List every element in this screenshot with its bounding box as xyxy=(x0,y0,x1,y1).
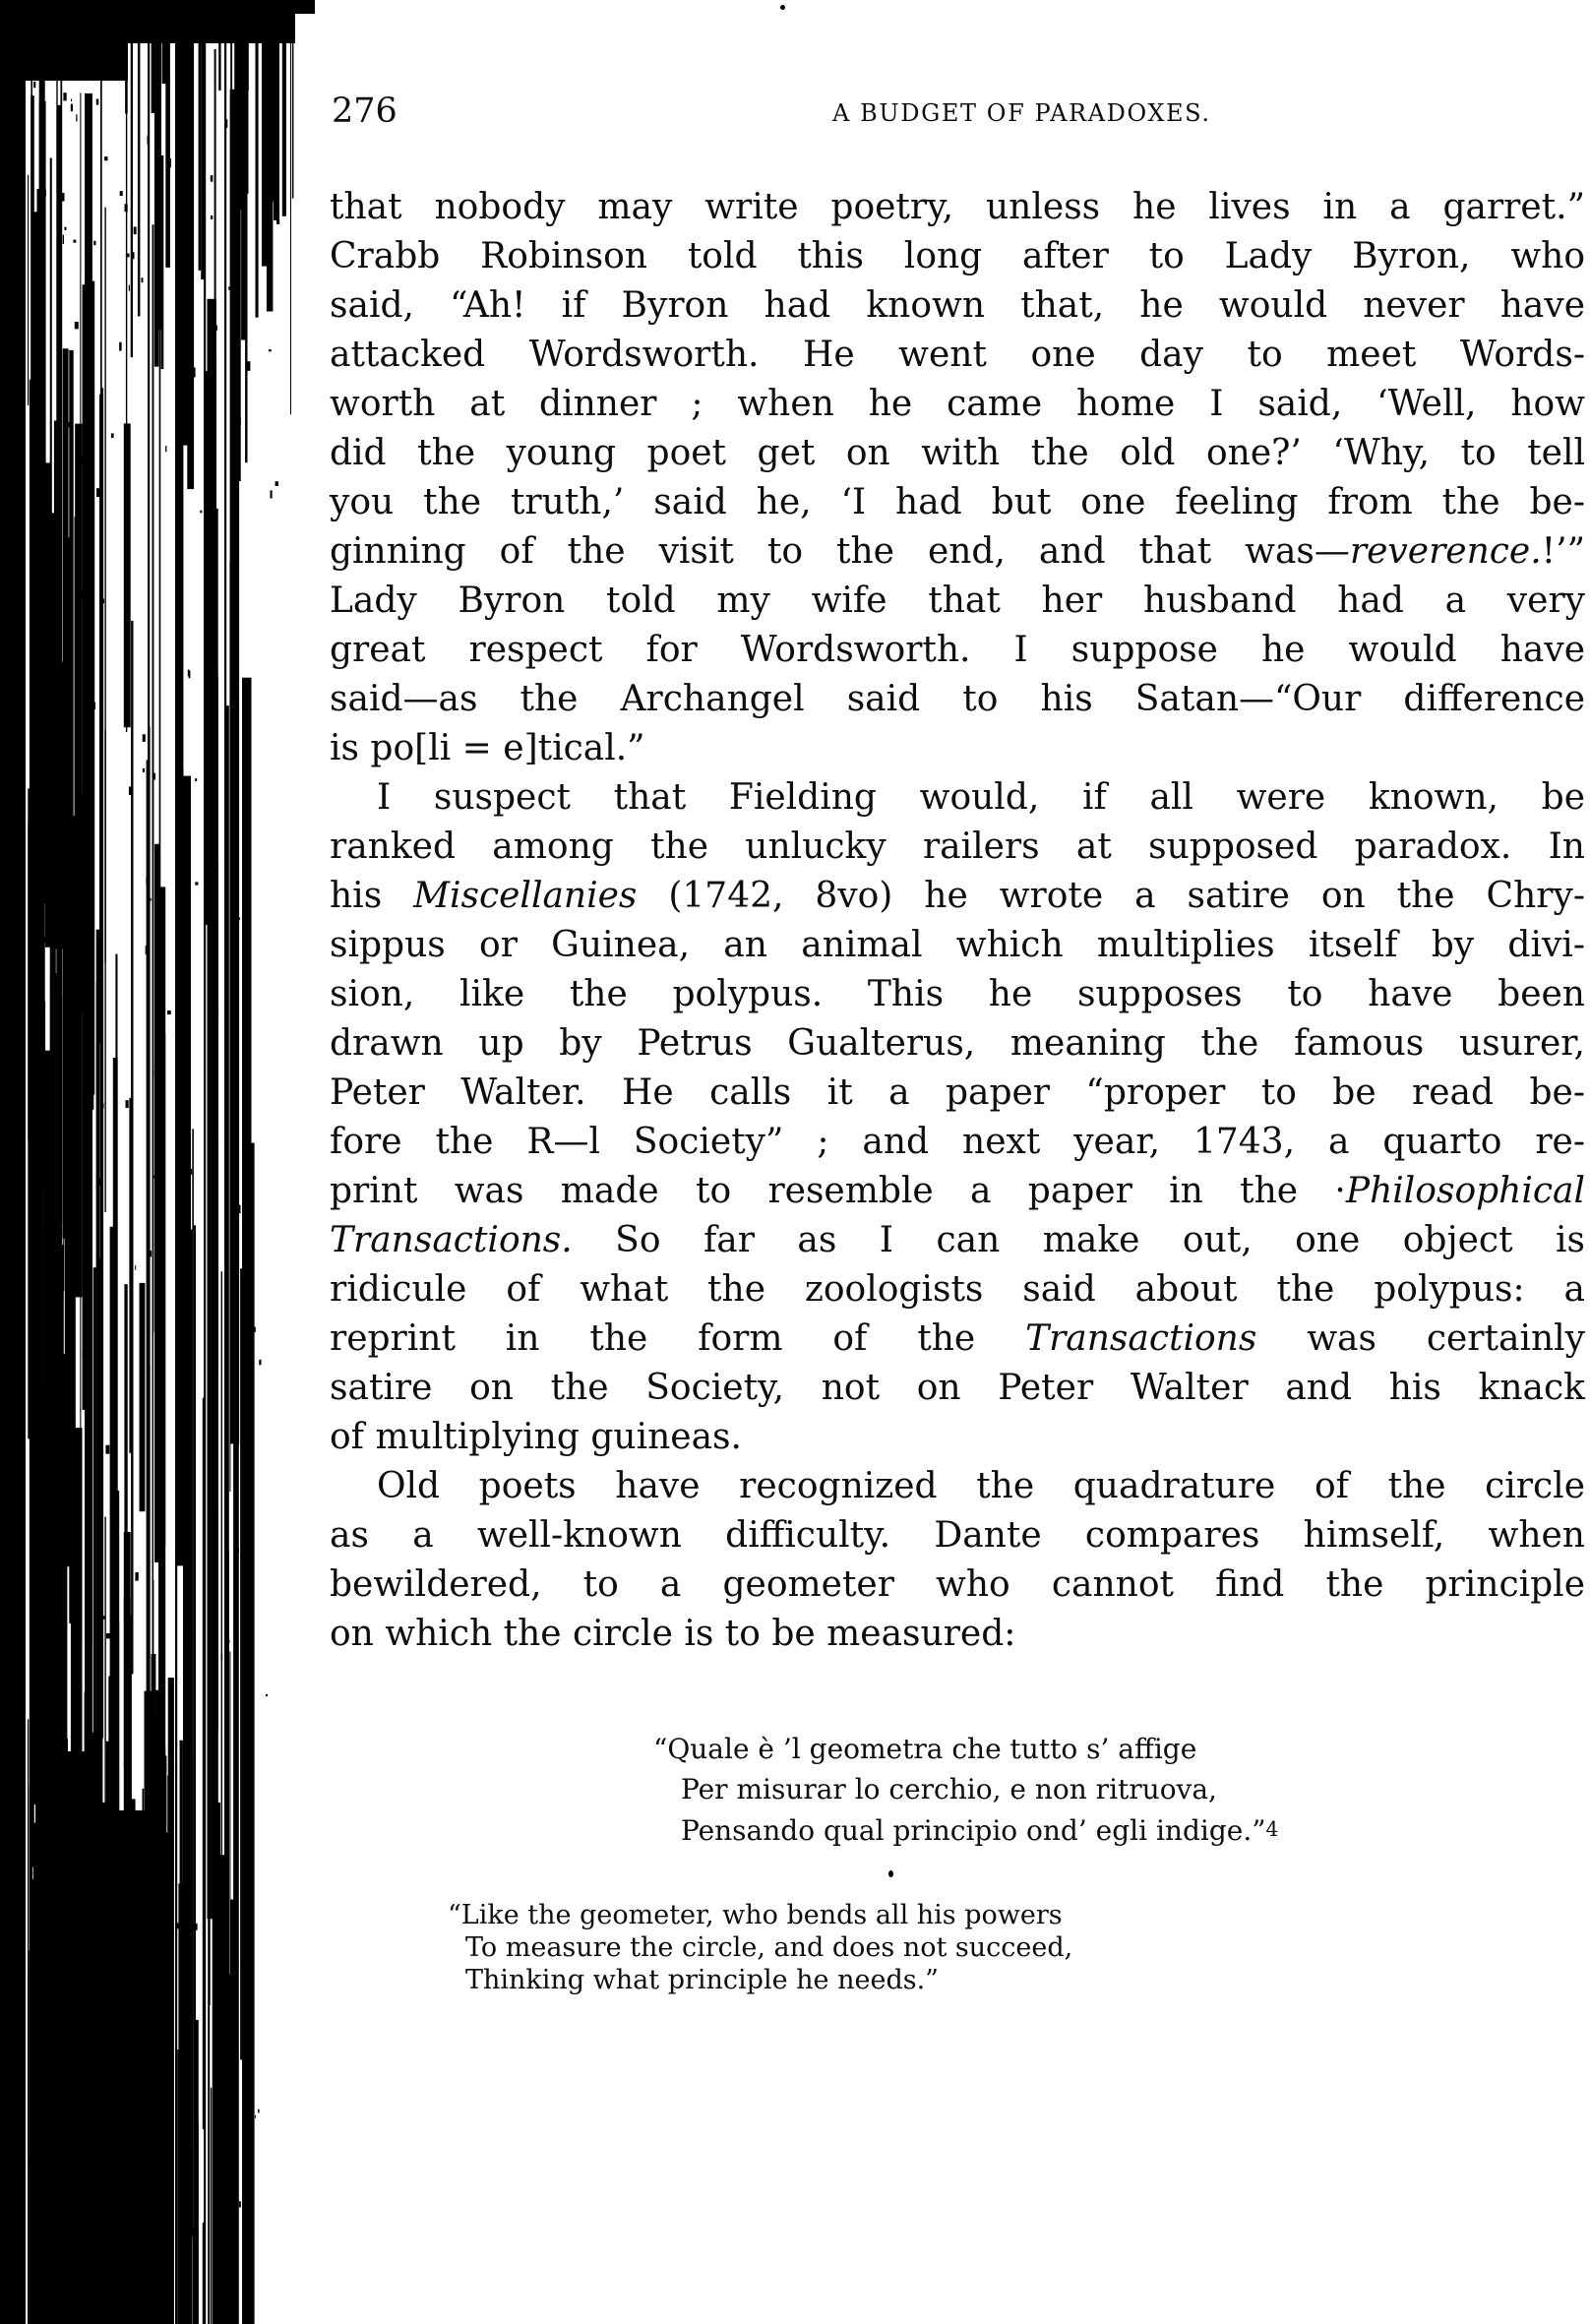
text-segment: !’” xyxy=(1541,531,1585,572)
text-line xyxy=(330,527,1585,577)
english-verse-translation xyxy=(448,1899,1072,1996)
text-line: ridicule of what the zoologists said about the polypus: a xyxy=(330,1269,1585,1310)
text-line: of multiplying guineas. xyxy=(330,1417,742,1457)
footnote-marker: 4 xyxy=(1265,1817,1279,1841)
book-binding-scan-artifact xyxy=(0,0,315,2324)
text-segment: was certainly xyxy=(1256,1318,1585,1359)
verse-line: “Like the geometer, who bends all his powers xyxy=(448,1900,1063,1930)
italic-text-segment: Transactions xyxy=(1025,1318,1257,1359)
italic-text-segment: Philosophical xyxy=(1345,1171,1585,1211)
text-line xyxy=(330,1216,1585,1265)
italian-verse-quotation xyxy=(653,1729,1278,1851)
text-line: sion, like the polypus. This he supposes to have been xyxy=(330,974,1585,1014)
text-segment: ginning of the visit to the end, and that was— xyxy=(330,531,1350,572)
text-line: sippus or Guinea, an animal which multiplies itself by divi- xyxy=(330,925,1585,965)
text-segment: So far as I can make out, one object is xyxy=(572,1220,1585,1260)
text-line: attacked Wordsworth. He went one day to meet Words- xyxy=(330,335,1585,375)
text-line: you the truth,’ said he, ‘I had but one feeling from the be- xyxy=(330,482,1585,522)
italic-text-segment: Miscellanies xyxy=(413,876,638,916)
running-title: A BUDGET OF PARADOXES. xyxy=(832,99,1211,127)
text-line: did the young poet get on with the old one?’ ‘Why, to tell xyxy=(330,433,1585,473)
text-line: great respect for Wordsworth. I suppose he would have xyxy=(330,630,1585,670)
text-line: ranked among the unlucky railers at supposed paradox. In xyxy=(330,826,1585,867)
page-number: 276 xyxy=(332,92,398,131)
text-line: Lady Byron told my wife that her husband had a very xyxy=(330,581,1585,621)
text-line: said—as the Archangel said to his Satan—“Our difference xyxy=(330,679,1585,719)
text-segment: print was made to resemble a paper in the · xyxy=(330,1171,1346,1211)
text-segment: reprint in the form of the xyxy=(330,1318,1026,1359)
verse-line: Pensando qual principio ond’ egli indige.”$^4$ xyxy=(681,1814,1279,1847)
scan-speck xyxy=(888,1870,893,1877)
italic-text-segment: reverence. xyxy=(1349,531,1542,572)
body-text xyxy=(330,183,1585,1659)
text-segment: (1742, 8vo) he wrote a satire on the Chry- xyxy=(637,876,1585,916)
text-line: fore the R—l Society” ; and next year, 1743, a quarto re- xyxy=(330,1122,1585,1162)
text-line: as a well-known difficulty. Dante compares himself, when xyxy=(330,1515,1585,1556)
text-line: Crabb Robinson told this long after to Lady Byron, who xyxy=(330,236,1585,276)
text-line: drawn up by Petrus Gualterus, meaning the famous usurer, xyxy=(330,1023,1585,1064)
text-line: worth at dinner ; when he came home I said, ‘Well, how xyxy=(330,384,1585,424)
text-line: on which the circle is to be measured: xyxy=(330,1614,1016,1654)
verse-line: To measure the circle, and does not succeed, xyxy=(465,1932,1073,1963)
scan-speck xyxy=(780,5,785,10)
text-line: I suspect that Fielding would, if all were known, be xyxy=(377,777,1585,818)
verse-line: “Quale è ’l geometra che tutto s’ affige xyxy=(653,1733,1197,1765)
verse-line: Per misurar lo cerchio, e non ritruova, xyxy=(681,1773,1217,1805)
text-line xyxy=(330,872,1585,921)
italic-text-segment: Transactions. xyxy=(330,1220,573,1260)
text-line: that nobody may write poetry, unless he lives in a garret.” xyxy=(330,187,1585,227)
text-line: satire on the Society, not on Peter Walter and his knack xyxy=(330,1368,1585,1408)
text-line: bewildered, to a geometer who cannot find the principle xyxy=(330,1564,1585,1605)
text-segment: his xyxy=(330,876,414,916)
text-line xyxy=(330,1167,1585,1216)
text-line: said, “Ah! if Byron had known that, he would never have xyxy=(330,285,1585,326)
text-line: Old poets have recognized the quadrature of the circle xyxy=(377,1466,1585,1506)
text-line: is po[li = e]tical.” xyxy=(330,728,645,768)
verse-line: Thinking what principle he needs.” xyxy=(465,1965,939,1995)
text-line xyxy=(330,1315,1585,1364)
text-line: Peter Walter. He calls it a paper “proper to be read be- xyxy=(330,1072,1585,1113)
